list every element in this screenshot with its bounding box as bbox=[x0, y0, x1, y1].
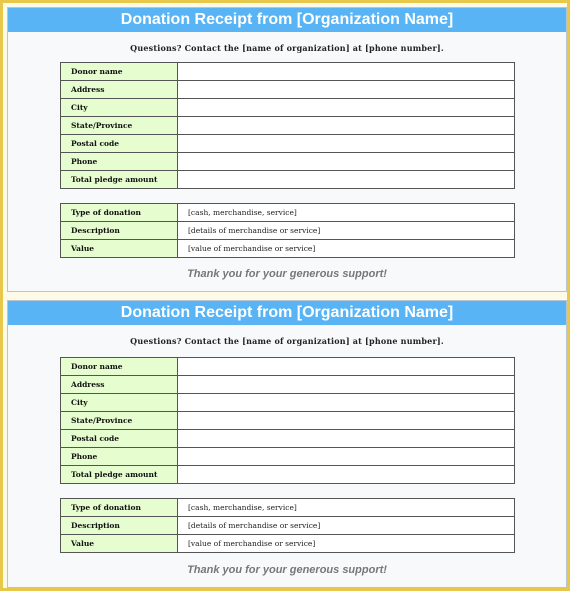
table-row bbox=[61, 499, 515, 517]
table-row bbox=[61, 376, 515, 394]
table-row bbox=[61, 394, 515, 412]
address-field[interactable] bbox=[178, 81, 515, 99]
city-field[interactable] bbox=[178, 394, 515, 412]
donor-info-table bbox=[60, 357, 515, 484]
value-field[interactable]: [value of merchandise or service] bbox=[178, 240, 515, 258]
table-row bbox=[61, 81, 515, 99]
table-row bbox=[61, 430, 515, 448]
donation-type-field[interactable]: [cash, merchandise, service] bbox=[178, 499, 515, 517]
field-label: City bbox=[61, 99, 178, 117]
table-row bbox=[61, 240, 515, 258]
field-label: Donor name bbox=[61, 358, 178, 376]
table-row bbox=[61, 63, 515, 81]
phone-field[interactable] bbox=[178, 153, 515, 171]
table-row bbox=[61, 171, 515, 189]
total-pledge-field[interactable] bbox=[178, 466, 515, 484]
donation-receipt bbox=[7, 7, 567, 292]
postal-code-field[interactable] bbox=[178, 135, 515, 153]
table-row bbox=[61, 517, 515, 535]
city-field[interactable] bbox=[178, 99, 515, 117]
field-label: Description bbox=[61, 222, 178, 240]
contact-line: Questions? Contact the [name of organization] at [phone number]. bbox=[130, 336, 444, 346]
field-label: Phone bbox=[61, 153, 178, 171]
description-field[interactable]: [details of merchandise or service] bbox=[178, 517, 515, 535]
field-label: Total pledge amount bbox=[61, 466, 178, 484]
donor-info-table bbox=[60, 62, 515, 189]
donation-type-field[interactable]: [cash, merchandise, service] bbox=[178, 204, 515, 222]
field-label: Donor name bbox=[61, 63, 178, 81]
table-row bbox=[61, 99, 515, 117]
field-label: Type of donation bbox=[61, 204, 178, 222]
field-label: State/Province bbox=[61, 412, 178, 430]
table-row bbox=[61, 412, 515, 430]
state-province-field[interactable] bbox=[178, 117, 515, 135]
table-row bbox=[61, 358, 515, 376]
donation-receipt bbox=[7, 300, 567, 588]
total-pledge-field[interactable] bbox=[178, 171, 515, 189]
receipt-title: Donation Receipt from [Organization Name] bbox=[8, 301, 566, 325]
donor-name-field[interactable] bbox=[178, 358, 515, 376]
table-row bbox=[61, 222, 515, 240]
field-label: Value bbox=[61, 535, 178, 553]
donation-info-table bbox=[60, 498, 515, 553]
state-province-field[interactable] bbox=[178, 412, 515, 430]
thank-you-message: Thank you for your generous support! bbox=[187, 268, 387, 280]
table-row bbox=[61, 204, 515, 222]
address-field[interactable] bbox=[178, 376, 515, 394]
field-label: City bbox=[61, 394, 178, 412]
table-row bbox=[61, 466, 515, 484]
phone-field[interactable] bbox=[178, 448, 515, 466]
field-label: Type of donation bbox=[61, 499, 178, 517]
receipt-title: Donation Receipt from [Organization Name] bbox=[8, 8, 566, 32]
table-row bbox=[61, 448, 515, 466]
description-field[interactable]: [details of merchandise or service] bbox=[178, 222, 515, 240]
field-label: Phone bbox=[61, 448, 178, 466]
field-label: Total pledge amount bbox=[61, 171, 178, 189]
postal-code-field[interactable] bbox=[178, 430, 515, 448]
table-row bbox=[61, 135, 515, 153]
donation-info-table bbox=[60, 203, 515, 258]
field-label: Address bbox=[61, 376, 178, 394]
field-label: Postal code bbox=[61, 135, 178, 153]
value-field[interactable]: [value of merchandise or service] bbox=[178, 535, 515, 553]
contact-line: Questions? Contact the [name of organization] at [phone number]. bbox=[130, 43, 444, 53]
table-row bbox=[61, 117, 515, 135]
table-row bbox=[61, 535, 515, 553]
field-label: Value bbox=[61, 240, 178, 258]
table-row bbox=[61, 153, 515, 171]
field-label: Description bbox=[61, 517, 178, 535]
field-label: Postal code bbox=[61, 430, 178, 448]
field-label: Address bbox=[61, 81, 178, 99]
donor-name-field[interactable] bbox=[178, 63, 515, 81]
thank-you-message: Thank you for your generous support! bbox=[187, 564, 387, 576]
field-label: State/Province bbox=[61, 117, 178, 135]
